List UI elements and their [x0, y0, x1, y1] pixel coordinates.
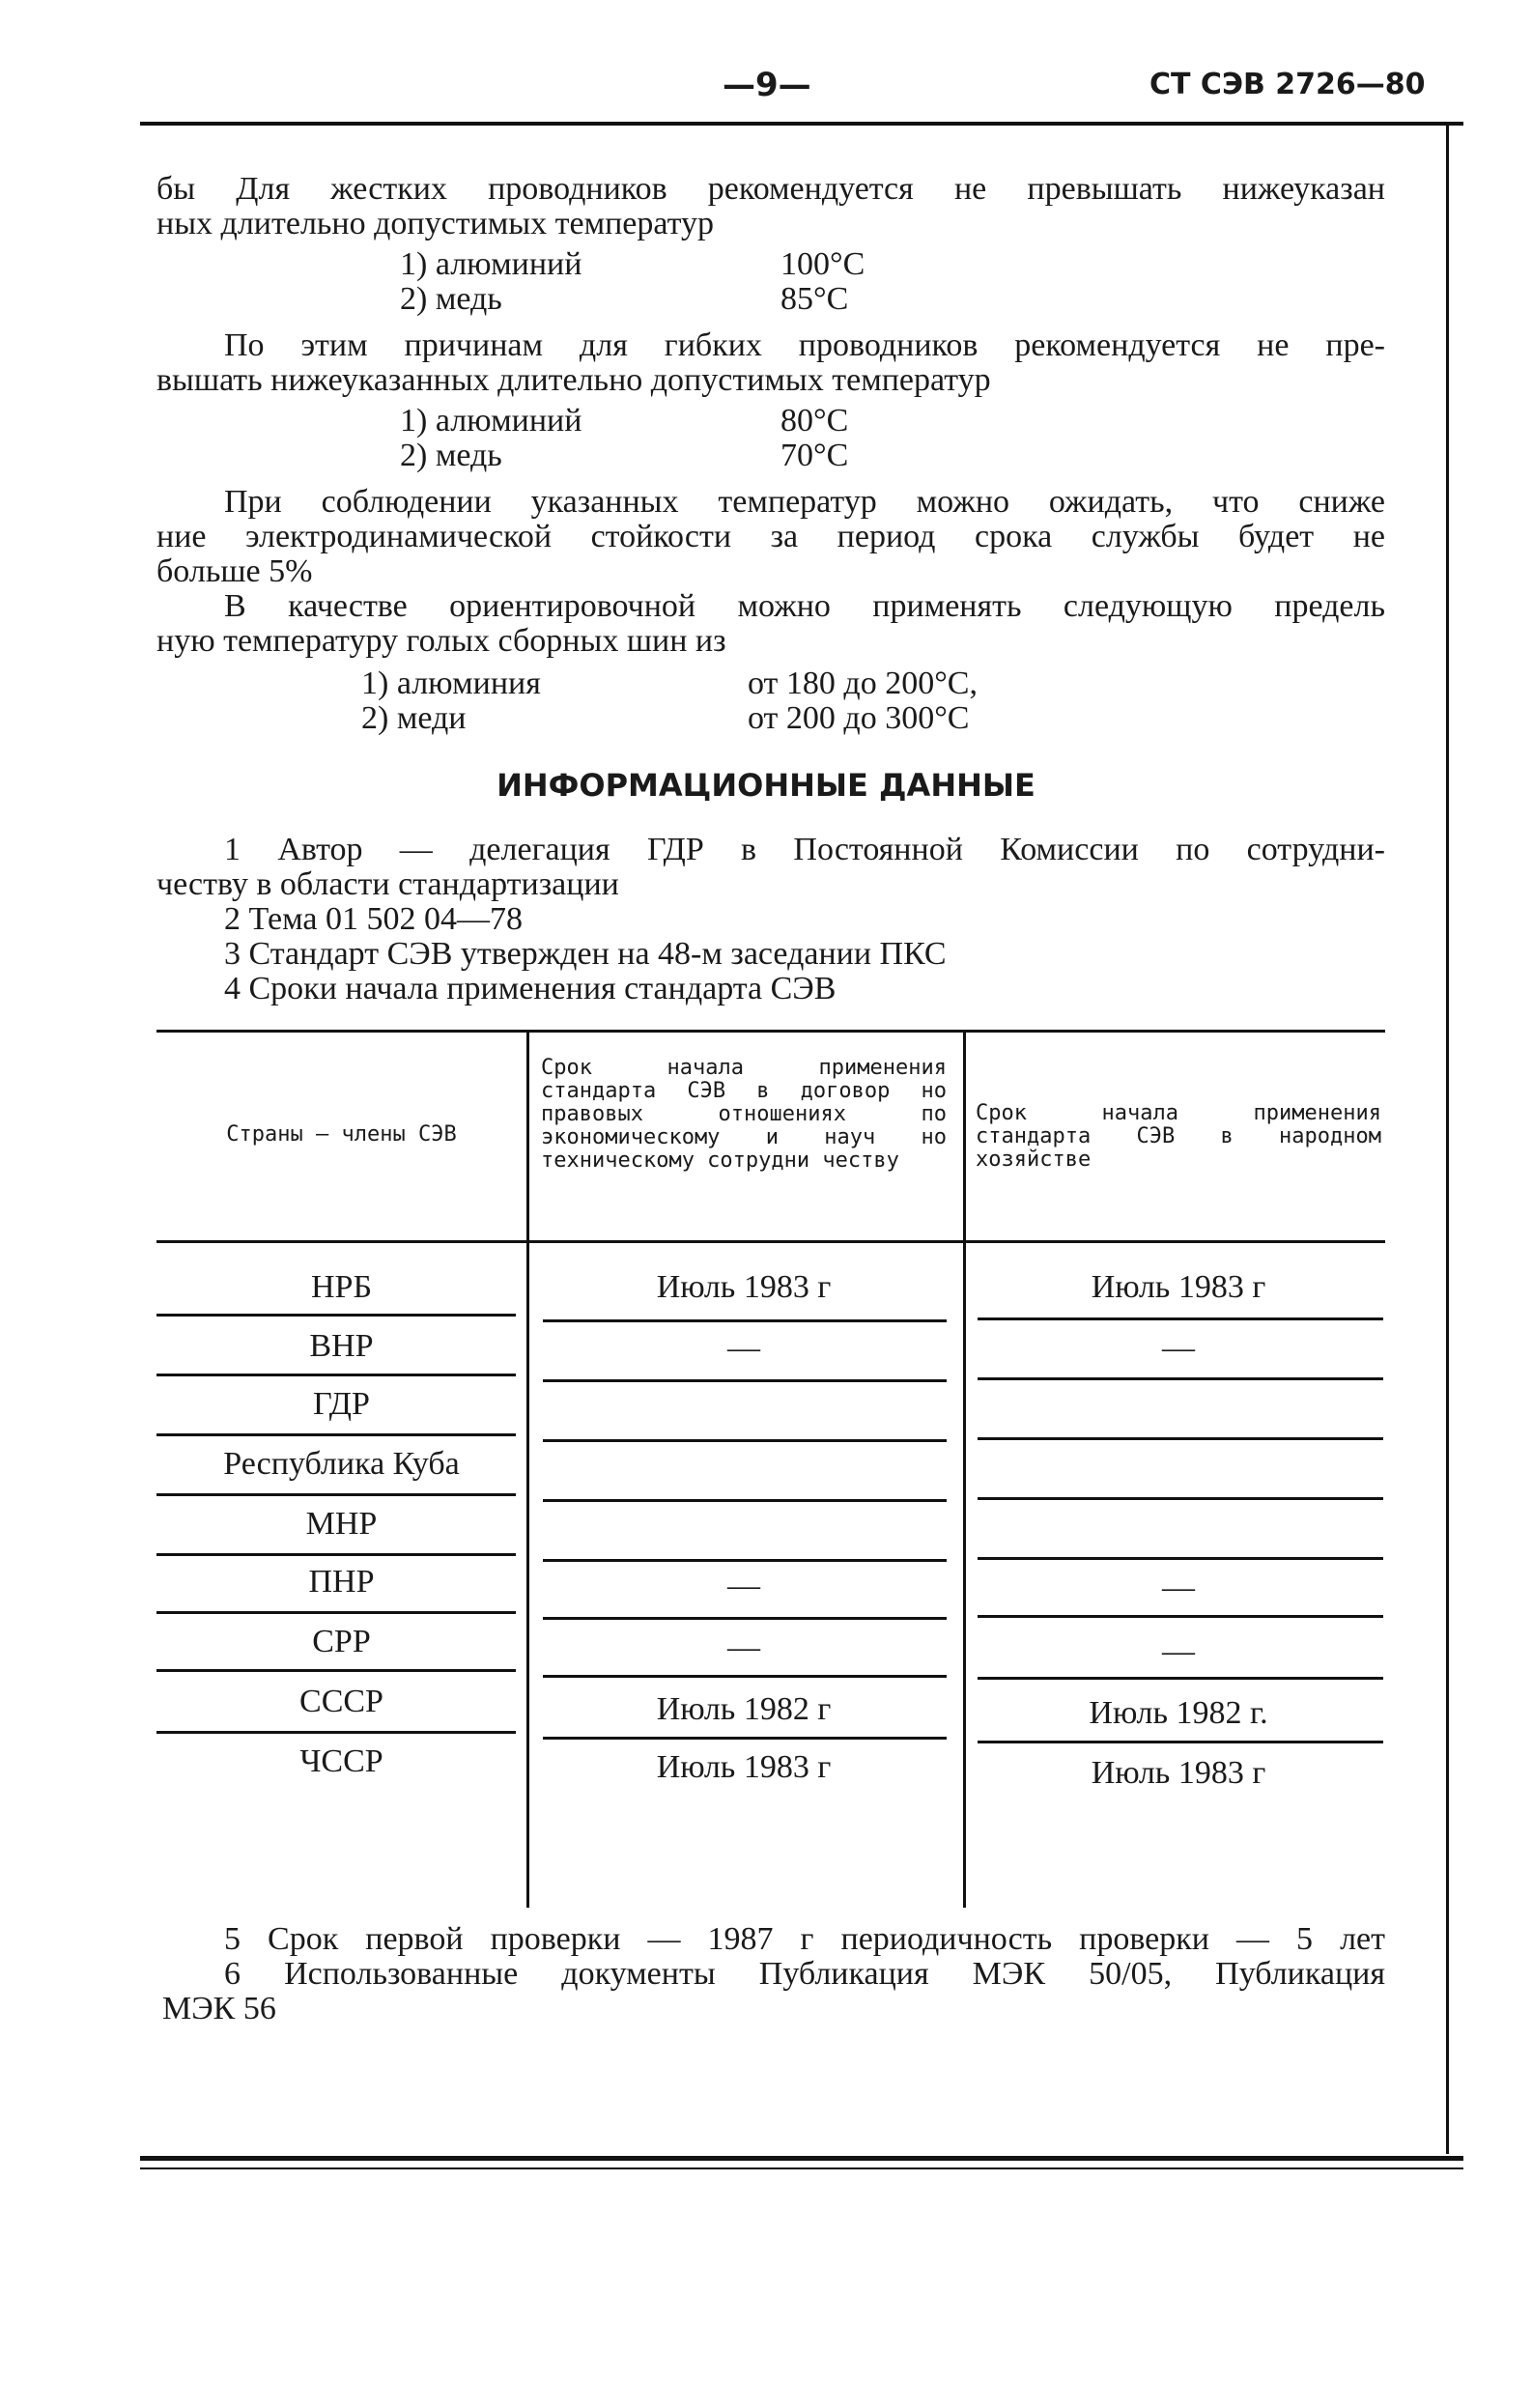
row-rule — [978, 1741, 1383, 1743]
table-cell-country: ПНР — [308, 1564, 375, 1600]
table-top-rule — [156, 1030, 1385, 1033]
table-cell-contract: Июль 1982 г — [656, 1691, 832, 1727]
table-cell-economy: — — [1162, 1633, 1195, 1669]
row-rule — [543, 1675, 947, 1678]
table-cell-country: Республика Куба — [223, 1446, 460, 1482]
table-cell-country: МНР — [305, 1506, 378, 1542]
table-cell-contract: Июль 1983 г — [656, 1749, 832, 1785]
table-cell-country: ГДР — [313, 1386, 370, 1422]
row-rule — [156, 1493, 516, 1496]
table-header-countries: Страны — члены СЭВ — [226, 1122, 457, 1147]
info-item: честву в области стандартизации — [156, 866, 619, 902]
footer-rule — [140, 2156, 1463, 2161]
row-rule — [156, 1669, 516, 1672]
list-item-value: 70°С — [780, 438, 849, 473]
list-item-value: 85°С — [780, 281, 849, 317]
table-cell-contract: — — [727, 1629, 760, 1665]
table-column-rule — [963, 1033, 966, 1908]
info-item: 4 Сроки начала применения стандарта СЭВ — [224, 971, 837, 1006]
row-rule — [156, 1433, 516, 1436]
paragraph-line: В качестве ориентировочной можно применять следующую предель — [224, 588, 1385, 624]
list-item-label: 2) медь — [400, 438, 502, 473]
table-cell-economy: Июль 1982 г. — [1089, 1695, 1268, 1731]
paragraph-line: При соблюдении указанных температур можно ожидать, что сниже — [224, 484, 1385, 520]
section-heading: ИНФОРМАЦИОННЫЕ ДАННЫЕ — [496, 767, 1036, 804]
table-column-rule — [526, 1033, 529, 1908]
info-item: 5 Срок первой проверки — 1987 г периодичность проверки — 5 лет — [224, 1921, 1385, 1957]
paragraph-line: вышать нижеуказанных длительно допустимых температур — [156, 362, 991, 398]
paragraph-line: ную температуру голых сборных шин из — [156, 623, 726, 659]
row-rule — [543, 1499, 947, 1502]
row-rule — [543, 1559, 947, 1562]
paragraph-line: бы Для жестких проводников рекомендуется не превышать нижеуказан — [156, 171, 1385, 207]
list-item-label: 2) меди — [361, 700, 467, 736]
info-item: 2 Тема 01 502 04—78 — [224, 901, 523, 937]
table-header-rule — [156, 1240, 1385, 1243]
row-rule — [543, 1439, 947, 1442]
row-rule — [978, 1557, 1383, 1560]
row-rule — [978, 1615, 1383, 1618]
info-item: 1 Автор — делегация ГДР в Постоянной Комиссии по сотрудни- — [224, 832, 1385, 867]
paragraph-line: ние электродинамической стойкости за период срока службы будет не — [156, 519, 1385, 554]
row-rule — [156, 1314, 516, 1317]
row-rule — [978, 1497, 1383, 1500]
paragraph-line: По этим причинам для гибких проводников рекомендуется не пре- — [224, 327, 1385, 363]
table-cell-economy: — — [1162, 1330, 1195, 1366]
row-rule — [978, 1437, 1383, 1440]
table-cell-economy: — — [1162, 1570, 1195, 1605]
paragraph-line: ных длительно допустимых температур — [156, 206, 714, 241]
table-cell-contract: Июль 1983 г — [656, 1269, 832, 1305]
header-rule — [140, 122, 1463, 126]
table-cell-country: ЧССР — [299, 1743, 383, 1779]
table-cell-economy: Июль 1983 г — [1091, 1269, 1266, 1305]
info-item: 6 Использованные документы Публикация МЭК 50/05, Публикация — [224, 1956, 1385, 1992]
info-item: 3 Стандарт СЭВ утвержден на 48-м заседании ПКС — [224, 936, 947, 972]
row-rule — [156, 1374, 516, 1376]
list-item-label: 2) медь — [400, 281, 502, 317]
list-item-label: 1) алюминий — [400, 403, 582, 439]
row-rule — [978, 1317, 1383, 1320]
row-rule — [543, 1737, 947, 1740]
table-header-contract: Срок начала применения стандарта СЭВ в договор но правовых отношениях по экономическому и науч но техническому сотрудни честву — [541, 1056, 947, 1173]
list-item-value: от 200 до 300°С — [748, 700, 970, 736]
table-cell-economy: Июль 1983 г — [1091, 1755, 1266, 1791]
standard-code: СТ СЭВ 2726—80 — [1149, 68, 1426, 101]
info-item: МЭК 56 — [162, 1991, 276, 2026]
row-rule — [156, 1553, 516, 1556]
row-rule — [156, 1611, 516, 1614]
table-cell-contract: — — [727, 1568, 760, 1603]
row-rule — [543, 1617, 947, 1620]
list-item-value: 80°С — [780, 403, 849, 439]
row-rule — [156, 1731, 516, 1734]
paragraph-line: больше 5% — [156, 553, 313, 589]
footer-rule-thin — [140, 2167, 1463, 2169]
table-cell-country: НРБ — [311, 1269, 372, 1305]
row-rule — [543, 1379, 947, 1382]
list-item-value: 100°С — [780, 246, 865, 282]
page-frame-right — [1446, 126, 1449, 2154]
page-number: —9— — [723, 66, 811, 104]
row-rule — [978, 1677, 1383, 1680]
row-rule — [978, 1377, 1383, 1380]
table-cell-country: ВНР — [309, 1328, 374, 1364]
table-cell-country: СРР — [312, 1624, 371, 1659]
list-item-label: 1) алюминия — [361, 666, 541, 701]
table-cell-country: СССР — [299, 1684, 383, 1719]
row-rule — [543, 1319, 947, 1322]
list-item-value: от 180 до 200°С, — [748, 666, 978, 701]
table-header-economy: Срок начала применения стандарта СЭВ в народном хозяйстве — [976, 1101, 1381, 1172]
list-item-label: 1) алюминий — [400, 246, 582, 282]
table-cell-contract: — — [727, 1330, 760, 1366]
